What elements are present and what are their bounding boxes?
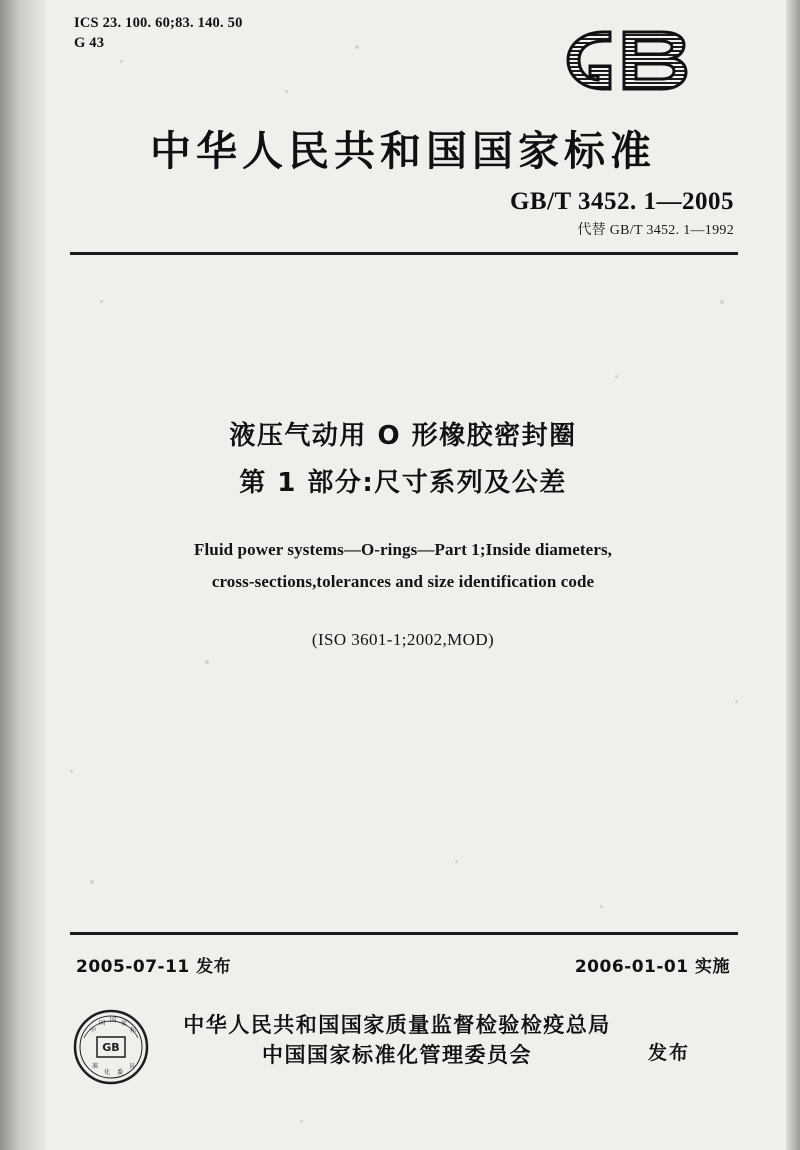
svg-text:家: 家 [121, 1020, 128, 1027]
publish-label: 发布 [648, 1042, 691, 1064]
ics-classification [74, 14, 243, 53]
svg-text:中: 中 [90, 1027, 97, 1034]
svg-text:化: 化 [104, 1069, 111, 1076]
issue-date: 2005-07-11 发布 [76, 957, 232, 977]
page-title: 中华人民共和国国家标准 [150, 127, 656, 175]
page-right-edge-shadow [786, 0, 800, 1150]
page-left-edge-shadow [0, 0, 46, 1150]
svg-text:国: 国 [110, 1017, 117, 1024]
implementation-date: 2006-01-01 实施 [574, 957, 730, 977]
gb-logo-icon [546, 18, 736, 102]
page-content [58, 0, 748, 1150]
standard-number: GB/T 3452. 1—2005 [509, 188, 734, 215]
svg-text:准: 准 [92, 1063, 99, 1070]
svg-text:委: 委 [117, 1069, 124, 1076]
ics-line-2: G 43 [74, 34, 105, 51]
iso-reference: (ISO 3601-1;2002,MOD) [311, 630, 495, 649]
title-chinese-line-1: 液压气动用 O 形橡胶密封圈 [229, 421, 577, 451]
divider-top [70, 252, 738, 255]
ics-line-1: ICS 23. 100. 60;83. 140. 50 [74, 15, 243, 31]
title-english-line-2: cross-sections,tolerances and size identification code [211, 572, 595, 591]
issuer-line-1: 中华人民共和国国家质量监督检验检疫总局 [183, 1013, 611, 1037]
standard-replaces: 代替 GB/T 3452. 1—1992 [577, 223, 734, 238]
title-chinese-line-2: 第 1 部分:尺寸系列及公差 [239, 468, 567, 498]
svg-text:员: 员 [129, 1063, 136, 1070]
issuer [162, 1010, 632, 1071]
issuer-line-2: 中国国家标准化管理委员会 [262, 1043, 532, 1068]
divider-bottom [70, 932, 738, 935]
svg-text:国: 国 [99, 1020, 106, 1027]
svg-text:GB: GB [102, 1041, 120, 1054]
official-seal-icon [72, 1008, 150, 1086]
title-english-line-1: Fluid power systems—O-rings—Part 1;Inside diameters, [193, 540, 613, 559]
svg-text:标: 标 [130, 1027, 137, 1034]
